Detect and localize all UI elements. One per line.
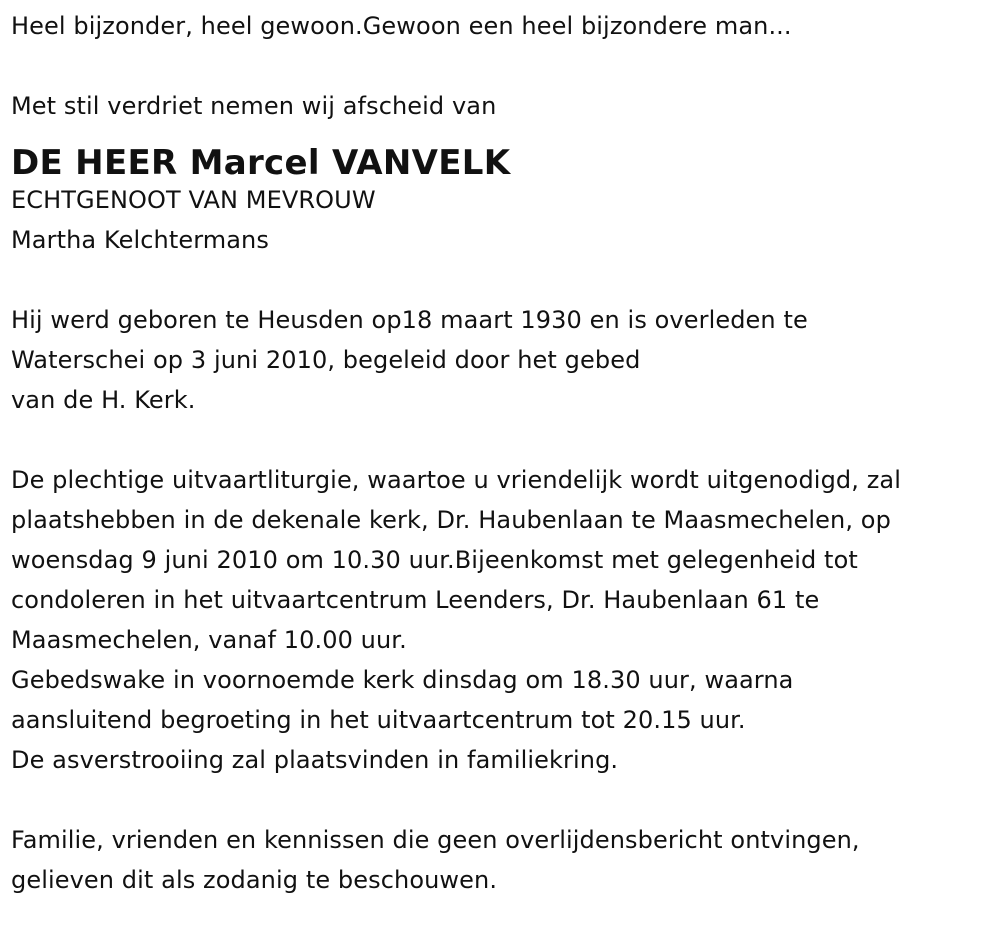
paragraph-line: Familie, vrienden en kennissen die geen overlijdensbericht ontvingen, <box>11 826 860 854</box>
closing-paragraph <box>11 820 996 900</box>
spacer <box>11 780 996 820</box>
birth-death-paragraph <box>11 300 996 420</box>
funeral-paragraph <box>11 460 996 780</box>
spacer <box>11 260 996 300</box>
paragraph-line: De asverstrooiing zal plaatsvinden in familiekring. <box>11 746 619 774</box>
paragraph-line: aansluitend begroeting in het uitvaartcentrum tot 20.15 uur. <box>11 706 746 734</box>
obituary-notice <box>11 0 996 900</box>
paragraph-line: plaatshebben in de dekenale kerk, Dr. Haubenlaan te Maasmechelen, op <box>11 506 891 534</box>
paragraph-line: van de H. Kerk. <box>11 386 196 414</box>
spacer <box>11 420 996 460</box>
spouse-name: Martha Kelchtermans <box>11 226 269 254</box>
paragraph-line: De plechtige uitvaartliturgie, waartoe u vriendelijk wordt uitgenodigd, zal <box>11 466 901 494</box>
paragraph-line: condoleren in het uitvaartcentrum Leenders, Dr. Haubenlaan 61 te <box>11 586 820 614</box>
paragraph-line: woensdag 9 juni 2010 om 10.30 uur.Bijeenkomst met gelegenheid tot <box>11 546 858 574</box>
deceased-name: DE HEER Marcel VANVELK <box>11 143 511 183</box>
paragraph-line: Gebedswake in voornoemde kerk dinsdag om 18.30 uur, waarna <box>11 666 794 694</box>
spacer <box>11 46 996 86</box>
farewell-line: Met stil verdriet nemen wij afscheid van <box>11 92 497 120</box>
paragraph-line: Waterschei op 3 juni 2010, begeleid door het gebed <box>11 346 641 374</box>
paragraph-line: gelieven dit als zodanig te beschouwen. <box>11 866 498 894</box>
spouse-title: ECHTGENOOT VAN MEVROUW <box>11 186 376 214</box>
opening-line: Heel bijzonder, heel gewoon.Gewoon een heel bijzondere man... <box>11 12 792 40</box>
paragraph-line: Maasmechelen, vanaf 10.00 uur. <box>11 626 407 654</box>
paragraph-line: Hij werd geboren te Heusden op18 maart 1930 en is overleden te <box>11 306 808 334</box>
